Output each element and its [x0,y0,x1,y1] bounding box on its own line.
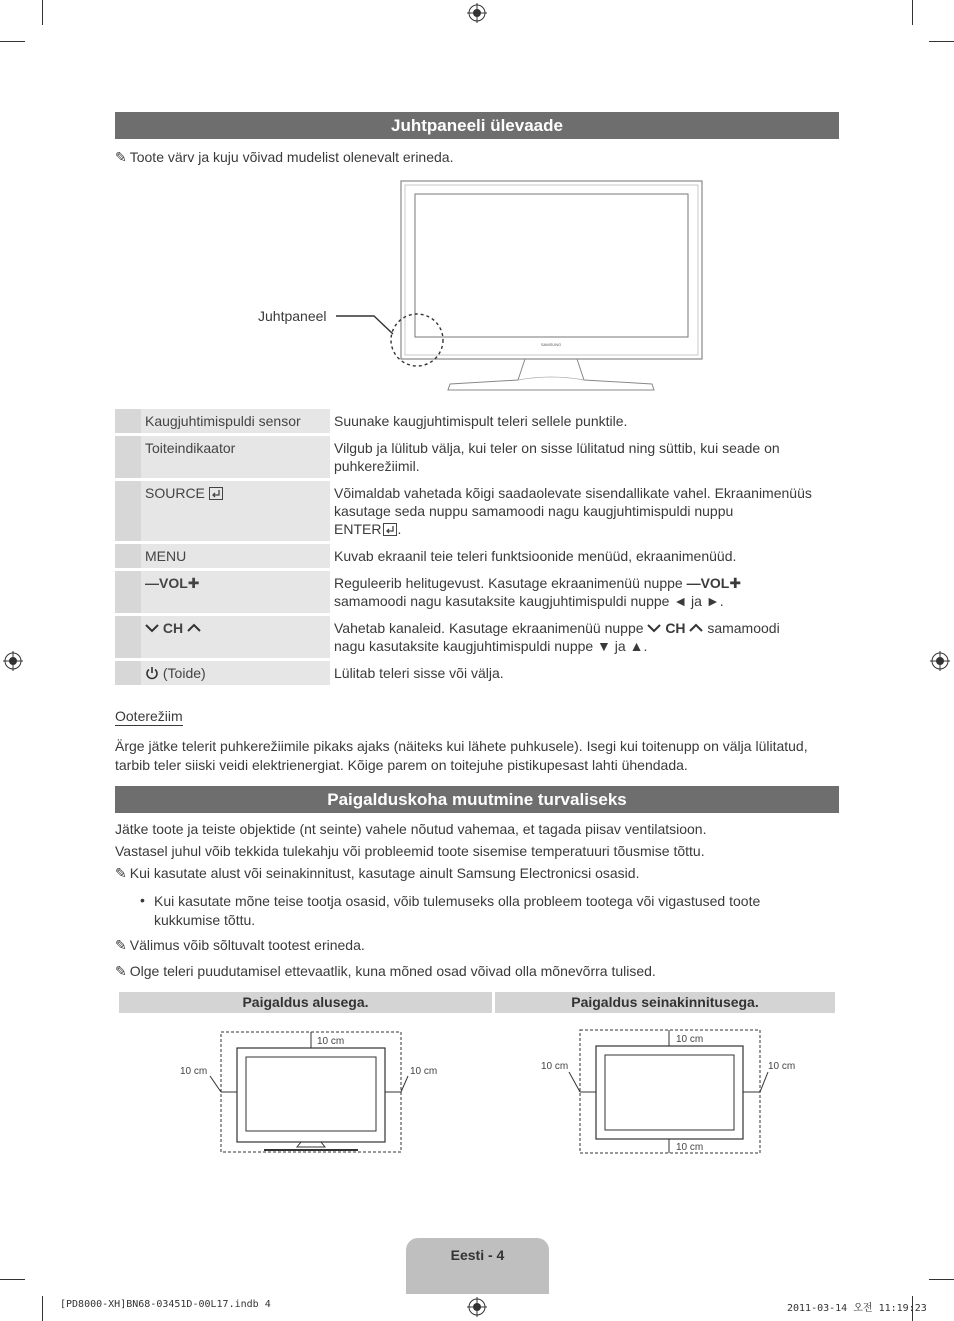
chevron-down-icon [145,623,159,633]
dimension-label: 10 cm [768,1061,796,1072]
pencil-note-icon: ✎ [115,149,127,165]
install-note: ✎ Kui kasutate alust või seinakinnitust, kasutage ainult Samsung Electronicsi osasid. [115,865,640,881]
control-name-source: SOURCE [141,481,330,541]
minus-icon: — [145,575,159,591]
dimension-label: 10 cm [676,1034,704,1045]
table-row [115,616,839,658]
enter-icon [383,523,397,536]
registration-mark-icon [467,1297,487,1317]
crop-mark [42,1296,43,1321]
section-title-control-panel: Juhtpaneeli ülevaade [115,112,839,139]
enter-icon [209,487,223,500]
dimension-label: 10 cm [180,1066,208,1077]
crop-mark [912,0,913,25]
chevron-up-icon [187,623,201,633]
registration-mark-icon [3,651,23,671]
table-row [115,481,839,541]
registration-mark-icon [930,651,950,671]
wall-install-header: Paigaldus seinakinnitusega. [495,992,835,1013]
table-row [115,571,839,613]
table-row [115,409,839,433]
power-icon [145,666,159,680]
control-name-ch: CH [141,616,330,658]
ch-inline: CH [647,620,703,636]
table-row [115,661,839,685]
control-name: Toiteindikaator [141,436,330,478]
control-desc: Lülitab teleri sisse või välja. [330,661,839,685]
install-note: ✎ Olge teleri puudutamisel ettevaatlik, kuna mõned osad võivad olla mõnevõrra tulised. [115,963,656,979]
crop-mark [0,41,25,42]
brand-logo: SAMSUNG [540,342,562,347]
bullet-dot: • [140,892,145,908]
control-desc: Vilgub ja lülitub välja, kui teler on sisse lülitatud ning süttib, kui seade on puhkerežiimil. [330,436,839,478]
control-desc: Vahetab kanaleid. Kasutage ekraanimenüü nuppe CH samamoodi nagu kasutaksite kaugjuhtimispuldi nuppe ▼ ja ▲. [330,616,839,658]
print-slug-left: [PD8000-XH]BN68-03451D-00L17.indb 4 [60,1299,271,1310]
print-slug-right: 2011-03-14 오전 11:19:23 [787,1303,927,1314]
panel-label: Juhtpaneel [258,308,327,324]
crop-mark [42,0,43,25]
registration-mark-icon [467,3,487,23]
install-paragraph: Jätke toote ja teiste objektide (nt seinte) vahele nõutud vahemaa, et tagada piisav ventilatsioon. [115,821,707,837]
standby-title: Ooterežiim [115,708,183,724]
pencil-note-icon: ✎ [115,937,127,953]
color-note: ✎ Toote värv ja kuju võivad mudelist olenevalt erineda. [115,149,454,165]
install-paragraph: Vastasel juhul võib tekkida tulekahju või probleemid toote sisemise temperatuuri tõusmise tõttu. [115,843,705,859]
table-row [115,436,839,478]
control-desc: Kuvab ekraanil teie teleri funktsioonide menüüd, ekraanimenüüd. [330,544,839,568]
stand-clearance-diagram [170,1026,438,1154]
vol-inline: —VOL✚ [686,575,742,591]
standby-text: Ärge jätke telerit puhkerežiimile pikaks ajaks (näiteks kui lähete puhkusele). Isegi kui toitenupp on välja lülitatud, tarbib teler siiski veidi elektrienergiat. Kõige parem on toitejuhe pistikupesast lahti ühendada. [115,738,808,773]
stand-install-header: Paigaldus alusega. [119,992,492,1013]
control-name: Kaugjuhtimispuldi sensor [141,409,330,433]
install-bullet: Kui kasutate mõne teise tootja osasid, võib tulemuseks olla probleem tootega või vigastused toote kukkumise tõttu. [154,893,761,928]
table-row [115,544,839,568]
wall-clearance-diagram [535,1026,805,1156]
control-desc: Suunake kaugjuhtimispult teleri sellele punktile. [330,409,839,433]
page-number-tab: Eesti - 4 [406,1238,549,1294]
dimension-label: 10 cm [676,1142,704,1153]
crop-mark [929,41,954,42]
dimension-label: 10 cm [317,1036,345,1047]
control-desc: Võimaldab vahetada kõigi saadaolevate sisendallikate vahel. Ekraanimenüüs kasutage seda nuppu samamoodi nagu kaugjuhtimispuldi nuppu ENTER . [330,481,839,541]
section-title-install: Paigalduskoha muutmine turvaliseks [115,786,839,813]
pencil-note-icon: ✎ [115,963,127,979]
control-name: MENU [141,544,330,568]
controls-table [115,406,839,688]
dimension-label: 10 cm [410,1066,438,1077]
control-name-power: (Toide) [141,661,330,685]
control-desc: Reguleerib helitugevust. Kasutage ekraanimenüü nuppe —VOL✚ samamoodi nagu kasutaksite kaugjuhtimispuldi nuppe ◄ ja ►. [330,571,839,613]
control-name-vol: —VOL✚ [141,571,330,613]
crop-mark [0,1279,25,1280]
crop-mark [929,1279,954,1280]
plus-icon: ✚ [187,575,200,591]
install-note: ✎ Välimus võib sõltuvalt tootest erineda. [115,937,365,953]
dimension-label: 10 cm [541,1061,569,1072]
pencil-note-icon: ✎ [115,865,127,881]
tv-front-figure [250,178,710,396]
